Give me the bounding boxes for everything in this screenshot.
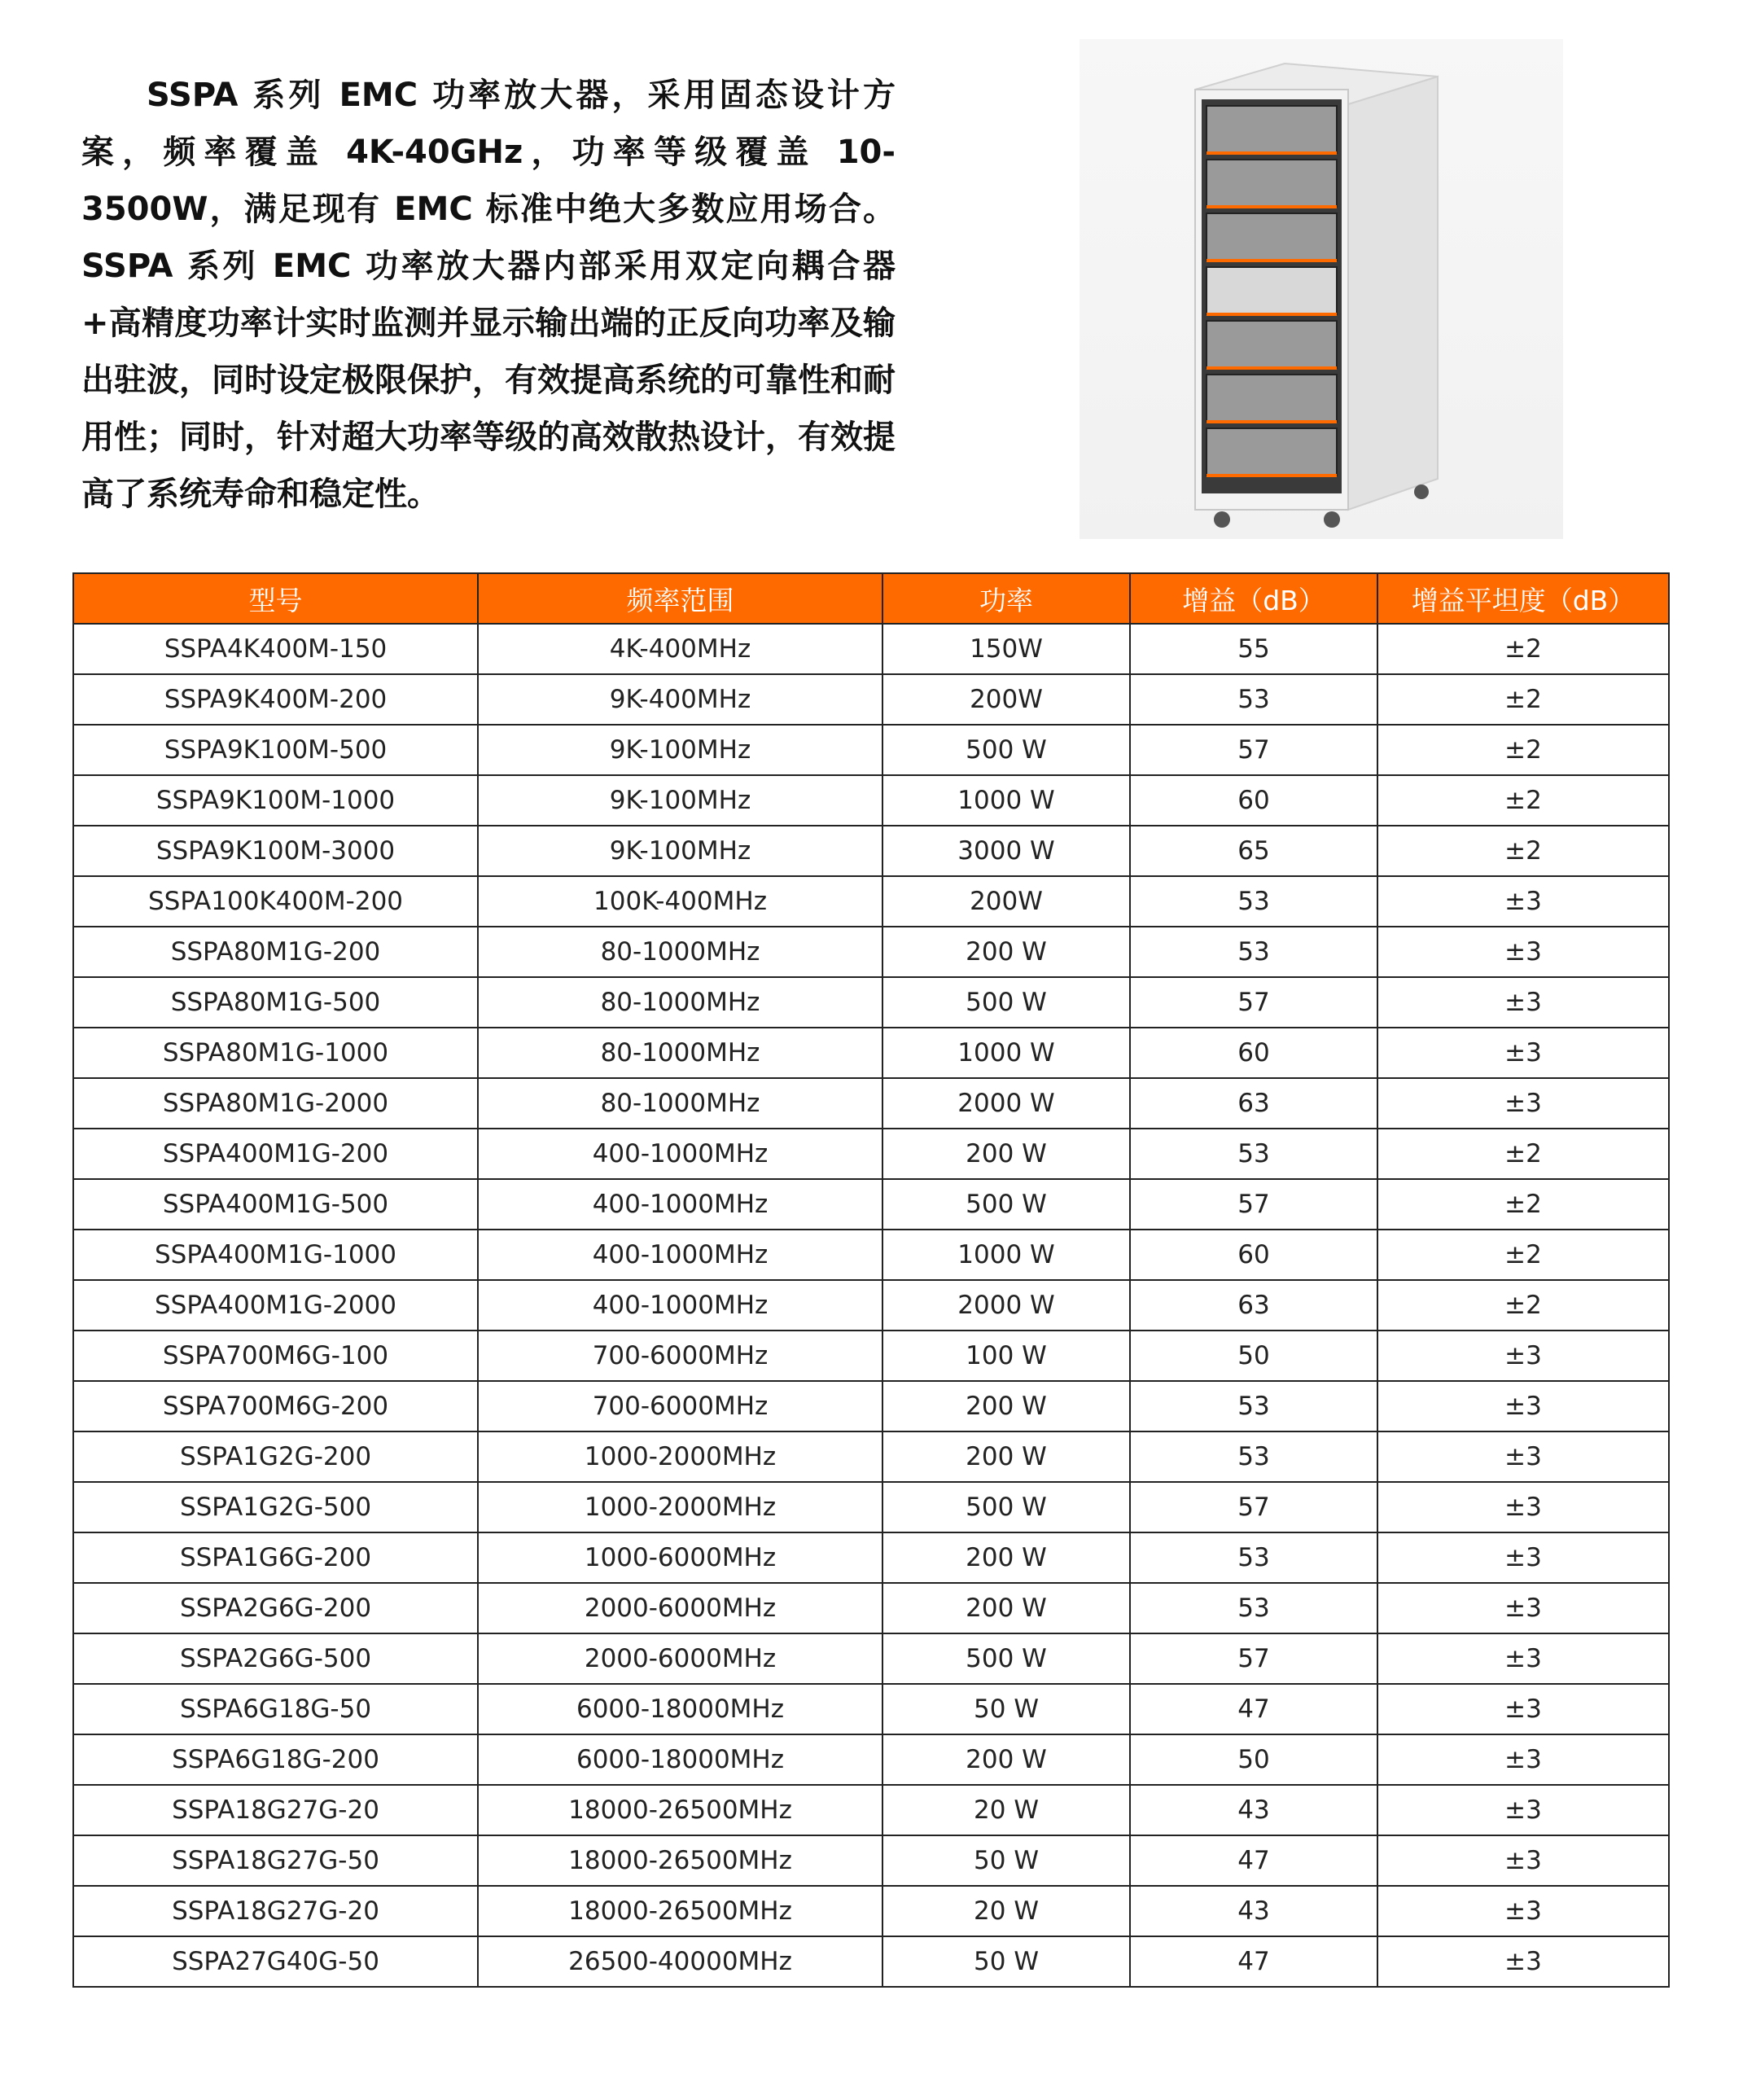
table-row — [73, 775, 1669, 826]
table-header-row — [73, 573, 1669, 624]
cell-model: SSPA100K400M-200 — [73, 876, 478, 927]
cell-gain: 53 — [1130, 1431, 1377, 1482]
cell-model: SSPA6G18G-200 — [73, 1734, 478, 1785]
cell-gain-flatness: ±3 — [1377, 1482, 1669, 1532]
cell-model: SSPA9K100M-500 — [73, 725, 478, 775]
cell-frequency-range: 80-1000MHz — [478, 927, 882, 977]
cell-model: SSPA18G27G-20 — [73, 1886, 478, 1936]
cell-frequency-range: 9K-400MHz — [478, 674, 882, 725]
cell-power: 50 W — [882, 1684, 1130, 1734]
table-row — [73, 1381, 1669, 1431]
cell-power: 500 W — [882, 1179, 1130, 1230]
cell-gain-flatness: ±3 — [1377, 977, 1669, 1028]
cell-gain: 47 — [1130, 1835, 1377, 1886]
cell-frequency-range: 2000-6000MHz — [478, 1583, 882, 1633]
cell-model: SSPA400M1G-2000 — [73, 1280, 478, 1331]
cell-model: SSPA18G27G-20 — [73, 1785, 478, 1835]
cell-frequency-range: 700-6000MHz — [478, 1381, 882, 1431]
cell-gain-flatness: ±3 — [1377, 1936, 1669, 1987]
cell-power: 3000 W — [882, 826, 1130, 876]
cell-gain: 43 — [1130, 1886, 1377, 1936]
table-row — [73, 1785, 1669, 1835]
cell-frequency-range: 80-1000MHz — [478, 1028, 882, 1078]
cell-frequency-range: 100K-400MHz — [478, 876, 882, 927]
cell-power: 1000 W — [882, 1230, 1130, 1280]
cell-model: SSPA80M1G-1000 — [73, 1028, 478, 1078]
cell-gain-flatness: ±3 — [1377, 1633, 1669, 1684]
cell-gain: 53 — [1130, 927, 1377, 977]
table-row — [73, 1129, 1669, 1179]
cell-model: SSPA400M1G-200 — [73, 1129, 478, 1179]
cell-model: SSPA1G6G-200 — [73, 1532, 478, 1583]
cell-model: SSPA9K100M-3000 — [73, 826, 478, 876]
table-row — [73, 725, 1669, 775]
cell-power: 500 W — [882, 977, 1130, 1028]
cell-frequency-range: 1000-2000MHz — [478, 1482, 882, 1532]
cell-gain: 57 — [1130, 1179, 1377, 1230]
cell-model: SSPA27G40G-50 — [73, 1936, 478, 1987]
table-row — [73, 1482, 1669, 1532]
cell-gain-flatness: ±3 — [1377, 927, 1669, 977]
cell-gain: 53 — [1130, 1583, 1377, 1633]
table-row — [73, 1886, 1669, 1936]
table-row — [73, 1583, 1669, 1633]
cell-gain-flatness: ±2 — [1377, 1129, 1669, 1179]
header-power: 功率 — [882, 573, 1130, 624]
cell-power: 500 W — [882, 1633, 1130, 1684]
header-frequency-range: 频率范围 — [478, 573, 882, 624]
table-row — [73, 1230, 1669, 1280]
cell-power: 200 W — [882, 1129, 1130, 1179]
cell-model: SSPA2G6G-200 — [73, 1583, 478, 1633]
cell-model: SSPA6G18G-50 — [73, 1684, 478, 1734]
table-row — [73, 1179, 1669, 1230]
cell-gain: 53 — [1130, 876, 1377, 927]
cell-power: 200 W — [882, 927, 1130, 977]
cell-frequency-range: 9K-100MHz — [478, 826, 882, 876]
cell-frequency-range: 18000-26500MHz — [478, 1785, 882, 1835]
cell-power: 50 W — [882, 1936, 1130, 1987]
cell-gain-flatness: ±2 — [1377, 1179, 1669, 1230]
table-row — [73, 876, 1669, 927]
table-row — [73, 674, 1669, 725]
table-row — [73, 1532, 1669, 1583]
cell-gain: 53 — [1130, 1129, 1377, 1179]
cell-gain-flatness: ±3 — [1377, 1331, 1669, 1381]
cell-frequency-range: 400-1000MHz — [478, 1129, 882, 1179]
cell-gain: 57 — [1130, 725, 1377, 775]
cell-gain: 43 — [1130, 1785, 1377, 1835]
intro-paragraph: SSPA 系列 EMC 功率放大器，采用固态设计方案，频率覆盖 4K-40GHz，功率等级覆盖 10-3500W，满足现有 EMC 标准中绝大多数应用场合。SSPA 系列 EMC 功率放大器内部采用双定向耦合器+高精度功率计实时监测并显示输出端的正反向功率及输出驻波，同时设定极限保护，有效提高系统的可靠性和耐用性；同时，针对超大功率等级的高效散热设计，有效提高了系统寿命和稳定性。 — [81, 77, 896, 513]
cell-gain: 53 — [1130, 1381, 1377, 1431]
header-model: 型号 — [73, 573, 478, 624]
table-row — [73, 1835, 1669, 1886]
cell-power: 50 W — [882, 1835, 1130, 1886]
cell-model: SSPA1G2G-500 — [73, 1482, 478, 1532]
cell-power: 500 W — [882, 725, 1130, 775]
cell-power: 200 W — [882, 1532, 1130, 1583]
cell-gain-flatness: ±2 — [1377, 826, 1669, 876]
cell-frequency-range: 700-6000MHz — [478, 1331, 882, 1381]
cell-gain-flatness: ±3 — [1377, 1835, 1669, 1886]
table-row — [73, 1633, 1669, 1684]
header-gain-flatness: 增益平坦度（dB） — [1377, 573, 1669, 624]
cell-gain: 57 — [1130, 977, 1377, 1028]
cell-model: SSPA400M1G-500 — [73, 1179, 478, 1230]
table-row — [73, 927, 1669, 977]
cell-frequency-range: 400-1000MHz — [478, 1280, 882, 1331]
cell-gain-flatness: ±3 — [1377, 876, 1669, 927]
cell-power: 1000 W — [882, 1028, 1130, 1078]
cell-frequency-range: 9K-100MHz — [478, 775, 882, 826]
cell-frequency-range: 6000-18000MHz — [478, 1734, 882, 1785]
cell-gain-flatness: ±3 — [1377, 1734, 1669, 1785]
table-row — [73, 826, 1669, 876]
cell-model: SSPA400M1G-1000 — [73, 1230, 478, 1280]
cell-gain: 47 — [1130, 1684, 1377, 1734]
cell-power: 200 W — [882, 1583, 1130, 1633]
cell-gain: 63 — [1130, 1280, 1377, 1331]
cell-frequency-range: 1000-6000MHz — [478, 1532, 882, 1583]
cell-gain-flatness: ±3 — [1377, 1078, 1669, 1129]
table-row — [73, 1028, 1669, 1078]
cell-gain: 63 — [1130, 1078, 1377, 1129]
cell-model: SSPA700M6G-200 — [73, 1381, 478, 1431]
table-row — [73, 1734, 1669, 1785]
cell-gain: 57 — [1130, 1633, 1377, 1684]
cell-frequency-range: 400-1000MHz — [478, 1230, 882, 1280]
cell-model: SSPA9K100M-1000 — [73, 775, 478, 826]
cell-model: SSPA700M6G-100 — [73, 1331, 478, 1381]
cell-gain: 65 — [1130, 826, 1377, 876]
cell-gain-flatness: ±2 — [1377, 674, 1669, 725]
cell-gain-flatness: ±3 — [1377, 1381, 1669, 1431]
cell-frequency-range: 80-1000MHz — [478, 977, 882, 1028]
table-row — [73, 1280, 1669, 1331]
cell-gain: 60 — [1130, 775, 1377, 826]
cell-gain: 60 — [1130, 1028, 1377, 1078]
cell-gain-flatness: ±3 — [1377, 1583, 1669, 1633]
cell-power: 200W — [882, 876, 1130, 927]
cell-gain: 50 — [1130, 1734, 1377, 1785]
cell-gain-flatness: ±2 — [1377, 775, 1669, 826]
cell-gain-flatness: ±3 — [1377, 1028, 1669, 1078]
cell-frequency-range: 18000-26500MHz — [478, 1835, 882, 1886]
cell-gain-flatness: ±3 — [1377, 1684, 1669, 1734]
cell-power: 500 W — [882, 1482, 1130, 1532]
cell-model: SSPA80M1G-500 — [73, 977, 478, 1028]
cell-gain-flatness: ±3 — [1377, 1886, 1669, 1936]
cell-gain-flatness: ±2 — [1377, 725, 1669, 775]
cell-model: SSPA80M1G-2000 — [73, 1078, 478, 1129]
table-row — [73, 977, 1669, 1028]
cell-gain: 50 — [1130, 1331, 1377, 1381]
cell-model: SSPA80M1G-200 — [73, 927, 478, 977]
cell-gain: 47 — [1130, 1936, 1377, 1987]
cell-model: SSPA1G2G-200 — [73, 1431, 478, 1482]
cell-gain-flatness: ±3 — [1377, 1532, 1669, 1583]
cell-power: 200 W — [882, 1734, 1130, 1785]
amplifier-cabinet-image — [1080, 39, 1563, 539]
cell-model: SSPA4K400M-150 — [73, 624, 478, 674]
cell-frequency-range: 1000-2000MHz — [478, 1431, 882, 1482]
table-row — [73, 1078, 1669, 1129]
cell-frequency-range: 2000-6000MHz — [478, 1633, 882, 1684]
cell-power: 200 W — [882, 1431, 1130, 1482]
cell-frequency-range: 18000-26500MHz — [478, 1886, 882, 1936]
cell-power: 20 W — [882, 1785, 1130, 1835]
cell-frequency-range: 80-1000MHz — [478, 1078, 882, 1129]
cell-gain-flatness: ±2 — [1377, 1230, 1669, 1280]
cell-frequency-range: 6000-18000MHz — [478, 1684, 882, 1734]
cell-power: 20 W — [882, 1886, 1130, 1936]
table-row — [73, 1684, 1669, 1734]
cell-model: SSPA2G6G-500 — [73, 1633, 478, 1684]
cell-gain: 53 — [1130, 1532, 1377, 1583]
cell-gain: 55 — [1130, 624, 1377, 674]
cell-model: SSPA9K400M-200 — [73, 674, 478, 725]
table-row — [73, 624, 1669, 674]
cell-power: 200 W — [882, 1381, 1130, 1431]
cell-gain-flatness: ±2 — [1377, 624, 1669, 674]
header-gain: 增益（dB） — [1130, 573, 1377, 624]
cell-gain: 53 — [1130, 674, 1377, 725]
table-row — [73, 1431, 1669, 1482]
cell-frequency-range: 9K-100MHz — [478, 725, 882, 775]
cell-power: 1000 W — [882, 775, 1130, 826]
cell-gain-flatness: ±3 — [1377, 1785, 1669, 1835]
cell-frequency-range: 26500-40000MHz — [478, 1936, 882, 1987]
cell-power: 200W — [882, 674, 1130, 725]
table-row — [73, 1331, 1669, 1381]
cell-model: SSPA18G27G-50 — [73, 1835, 478, 1886]
spec-table — [72, 572, 1670, 1988]
cell-power: 150W — [882, 624, 1130, 674]
cell-gain-flatness: ±2 — [1377, 1280, 1669, 1331]
cell-gain: 57 — [1130, 1482, 1377, 1532]
cell-power: 2000 W — [882, 1078, 1130, 1129]
cell-power: 100 W — [882, 1331, 1130, 1381]
cell-frequency-range: 400-1000MHz — [478, 1179, 882, 1230]
cell-gain: 60 — [1130, 1230, 1377, 1280]
cell-power: 2000 W — [882, 1280, 1130, 1331]
cell-gain-flatness: ±3 — [1377, 1431, 1669, 1482]
cell-frequency-range: 4K-400MHz — [478, 624, 882, 674]
table-row — [73, 1936, 1669, 1987]
